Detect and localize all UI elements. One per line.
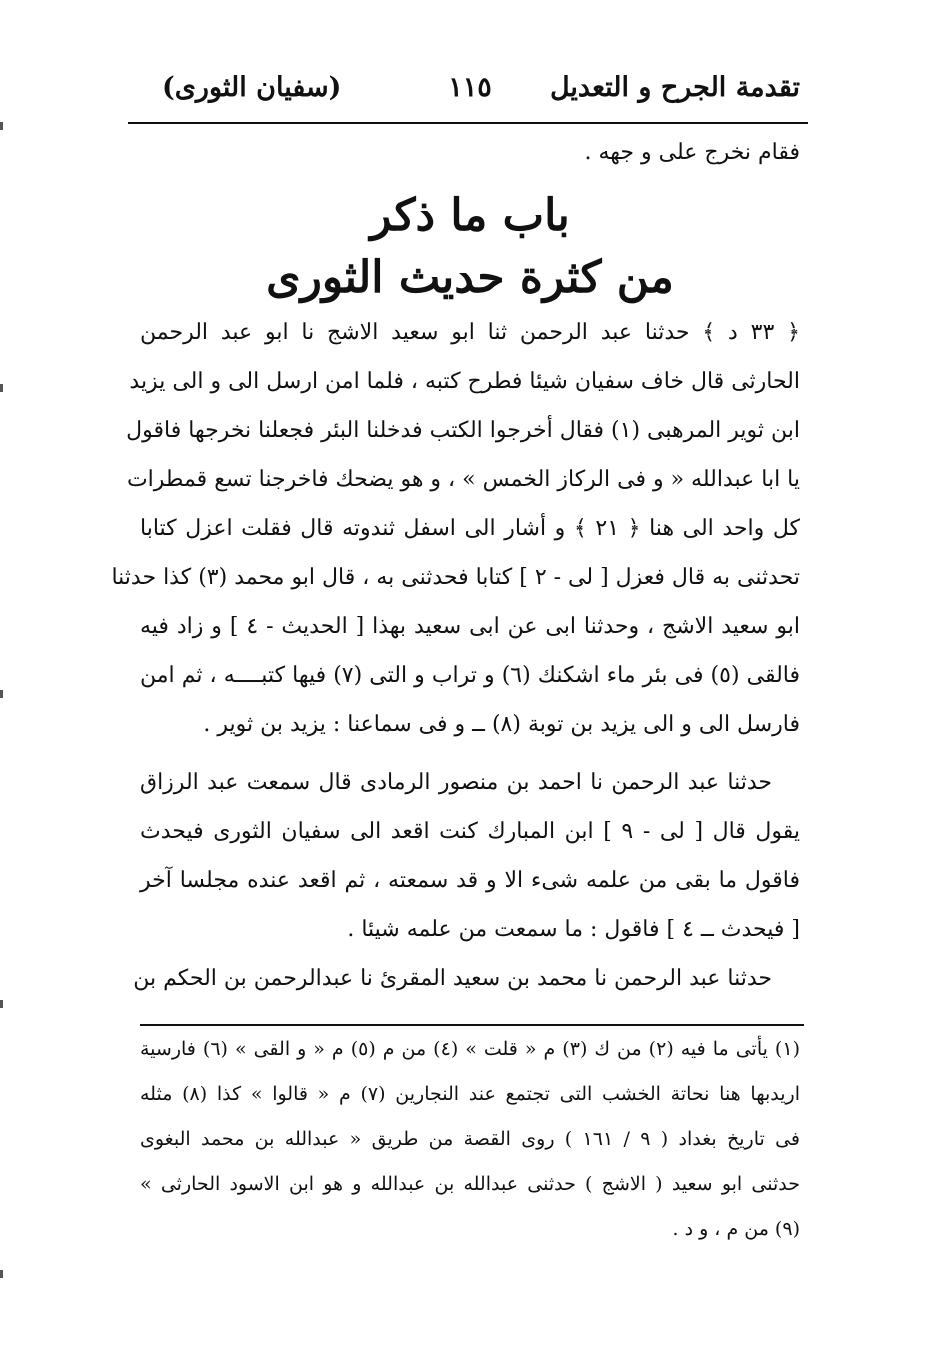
body-line: ابو سعيد الاشج ، وحدثنا ابى عن ابى سعيد بهذا [ الحديث - ٤ ] و زاد فيه — [140, 614, 800, 639]
header-rule — [128, 122, 808, 124]
footnote-line: حدثنى ابو سعيد ( الاشج ) حدثنى عبدالله بن عبدالله و هو ابن الاسود الحارثى » — [140, 1173, 800, 1195]
body-line: يقول قال [ لى - ٩ ] ابن المبارك كنت اقعد الى سفيان الثورى فيحدث — [140, 819, 800, 844]
body-line: كل واحد الى هنا ﴿ ٢١ ﴾ و أشار الى اسفل ثندوته قال فقلت اعزل كتابا — [140, 516, 800, 541]
page-number: ١١٥ — [448, 72, 492, 103]
body-line: فارسل الى و الى يزيد بن توبة (٨) ــ و فى سماعنا : يزيد بن ثوير . — [203, 712, 800, 737]
body-line: يا ابا عبدالله « و فى الركاز الخمس » ، و هو يضحك فاخرجنا تسع قمطرات — [126, 467, 800, 492]
body-line: فالقى (٥) فى بئر ماء اشكنك (٦) و تراب و التى (٧) فيها كتبــــه ، ثم امن — [140, 663, 800, 688]
chapter-title-line-2: من كثرة حديث الثورى — [266, 252, 674, 303]
continuation-line: فقام نخرج على و جهه . — [584, 140, 800, 165]
scan-mark — [0, 122, 3, 130]
book-title: تقدمة الجرح و التعديل — [549, 72, 800, 103]
body-line: الحارثى قال خاف سفيان شيئا فطرح كتبه ، فلما امن ارسل الى و الى يزيد — [129, 369, 800, 394]
scan-mark — [0, 1000, 3, 1008]
body-line: فاقول ما بقى من علمه شىء الا و قد سمعته ، ثم اقعد عنده مجلسا آخر — [140, 868, 800, 893]
body-line: حدثنا عبد الرحمن نا احمد بن منصور الرمادى قال سمعت عبد الرزاق — [140, 770, 772, 795]
footnote-line: (١) يأتى ما فيه (٢) من ك (٣) م « قلت » (٤) من م (٥) م « و القى » (٦) فارسية — [140, 1038, 800, 1060]
paragraph-3 — [133, 966, 800, 1012]
footnotes — [140, 1040, 800, 1270]
body-line: تحدثنى به قال فعزل [ لى - ٢ ] كتابا فحدثنى به ، قال ابو محمد (٣) كذا حدثنا — [111, 565, 800, 590]
body-line: حدثنا عبد الرحمن نا محمد بن سعيد المقرئ نا عبدالرحمن بن الحكم بن — [133, 966, 772, 991]
scan-mark — [0, 1270, 3, 1278]
paragraph-2 — [140, 772, 800, 972]
scan-mark — [0, 690, 3, 698]
body-line: ابن ثوير المرهبى (١) فقال أخرجوا الكتب فدخلنا البئر فجعلنا نخرجها فاقول — [126, 418, 800, 443]
continuation-text — [140, 142, 800, 182]
scan-mark — [0, 384, 3, 392]
section-name: (سفيان الثورى) — [162, 72, 342, 103]
footnote-line: فى تاريخ بغداد ( ٩ / ١٦١ ) روى القصة من طريق « عبدالله بن محمد البغوى — [140, 1128, 801, 1150]
body-line: ﴿ ٣٣ د ﴾ حدثنا عبد الرحمن ثنا ابو سعيد الاشج نا ابو عبد الرحمن — [140, 320, 800, 345]
running-header — [140, 68, 800, 112]
footnote-line: اريدبها هنا نحاتة الخشب التى تجتمع عند النجارين (٧) م « قالوا » كذا (٨) مثله — [140, 1083, 800, 1105]
paragraph-1 — [111, 320, 800, 762]
footnote-rule — [140, 1024, 804, 1026]
footnote-line: (٩) من م ، و د . — [672, 1218, 800, 1240]
body-line: [ فيحدث ــ ٤ ] فاقول : ما سمعت من علمه شيئا . — [347, 917, 800, 942]
chapter-title-line-1: باب ما ذكر — [370, 190, 570, 241]
